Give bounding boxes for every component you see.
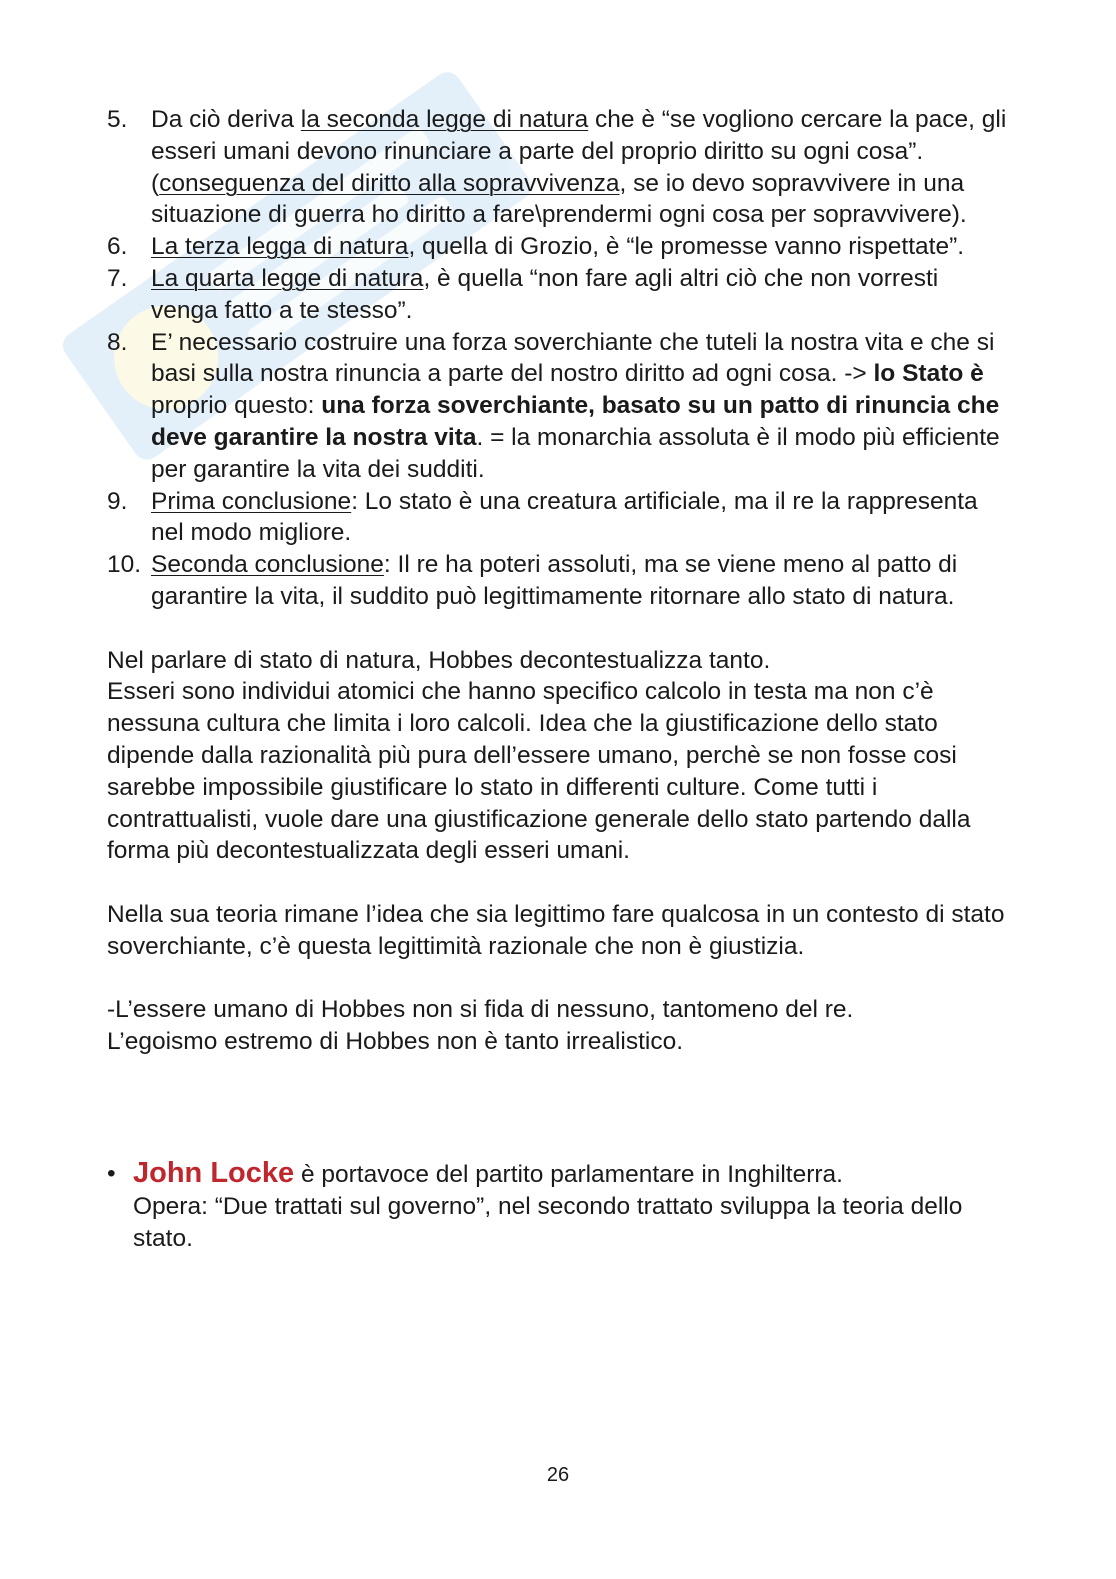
- list-item: 7. La quarta legge di natura, è quella “non fare agli altri ciò che non vorresti venga fatto a te stesso”.: [107, 264, 939, 324]
- document-page: [107, 104, 1007, 1254]
- heading-name: John Locke: [133, 1156, 295, 1189]
- underlined-term: la seconda legge di natura: [300, 106, 589, 133]
- list-item: 9. Prima conclusione: Lo stato è una creatura artificiale, ma il re la rappresenta nel modo migliore.: [107, 487, 978, 547]
- underlined-term: La quarta legge di natura: [151, 264, 424, 292]
- bullet-item: • John Locke è portavoce del partito parlamentare in Inghilterra. Opera: “Due trattati sul governo”, nel secondo trattato sviluppa la teoria dello stato.: [107, 1156, 963, 1252]
- list-item: 5. Da ciò deriva la seconda legge di natura che è “se vogliono cercare la pace, gli esseri umani devono rinunciare a parte del proprio diritto su ogni cosa”. (conseguenza del diritto alla sopravvivenza, se io devo sopravvivere in una situazione di guerra ho diritto a fare\prendermi ogni cosa per sopravvivere).: [107, 106, 1007, 229]
- paragraph: Nel parlare di stato di natura, Hobbes decontestualizza tanto.: [107, 646, 771, 674]
- bold-term: lo Stato è: [873, 360, 984, 388]
- paragraph: Nella sua teoria rimane l’idea che sia legittimo fare qualcosa in un contesto di stato soverchiante, c’è questa legittimità razionale che non è giustizia.: [107, 900, 1005, 960]
- page-number: 26: [546, 1464, 570, 1486]
- underlined-term: Seconda conclusione: [151, 551, 384, 579]
- list-item: 10. Seconda conclusione: Il re ha poteri assoluti, ma se viene meno al patto di garantire la vita, il suddito può legittimamente ritornare allo stato di natura.: [107, 551, 958, 610]
- list-item: 6. La terza legga di natura, quella di Grozio, è “le promesse vanno rispettate”.: [107, 233, 965, 261]
- paragraph: L’egoismo estremo di Hobbes non è tanto irrealistico.: [107, 1028, 684, 1056]
- paragraph: Esseri sono individui atomici che hanno specifico calcolo in testa ma non c’è nessuna cultura che limita i loro calcoli. Idea che la giustificazione dello stato dipende dalla razionalità più pura dell’essere umano, perchè se non fosse cosi sarebbe impossibile giustificare lo stato in differenti culture. Come tutti i contrattualisti, vuole dare una giustificazione generale dello stato partendo dalla forma più decontestualizzata degli esseri umani.: [107, 678, 971, 865]
- paragraph: -L’essere umano di Hobbes non si fida di nessuno, tantomeno del re.: [107, 996, 854, 1024]
- list-item: 8. E’ necessario costruire una forza soverchiante che tuteli la nostra vita e che si basi sulla nostra rinuncia a parte del nostro diritto ad ogni cosa. -> lo Stato è proprio questo: una forza soverchiante, basato su un patto di rinuncia che deve garantire la nostra vita. = la monarchia assoluta è il modo più efficiente per garantire la vita dei sudditi.: [107, 328, 1000, 483]
- bullet-marker: •: [107, 1159, 116, 1187]
- underlined-term: conseguenza del diritto alla sopravvivenza: [159, 169, 620, 197]
- underlined-term: La terza legga di natura: [151, 233, 409, 261]
- bold-term: una forza soverchiante, basato su un patto di rinuncia che deve garantire la nostra vita: [151, 392, 1000, 451]
- underlined-term: Prima conclusione: [151, 487, 352, 515]
- numbered-list: [107, 104, 1007, 613]
